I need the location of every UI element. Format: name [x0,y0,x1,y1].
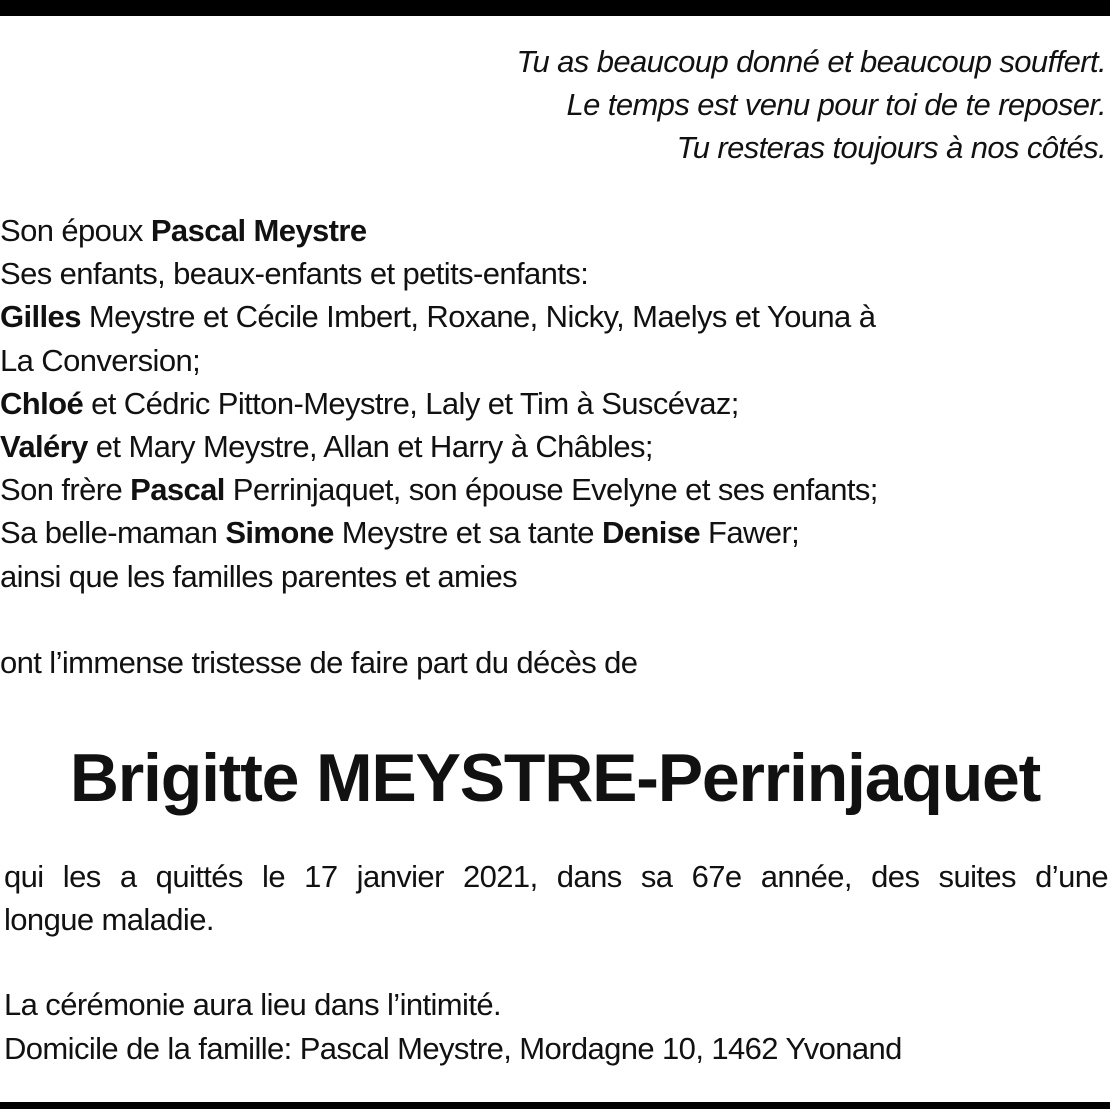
epigraph-line: Le temps est venu pour toi de te reposer. [566,87,1106,122]
family-name-bold: Gilles [0,299,81,335]
family-list [0,209,1000,598]
epigraph-poem [206,40,1106,169]
epigraph-line: Tu as beaucoup donné et beaucoup souffert. [516,44,1106,79]
passing-line: longue maladie. [4,902,214,937]
family-name-bold: Pascal Meystre [150,213,367,248]
family-name-bold: Simone [225,515,334,551]
passing-line: qui les a quittés le 17 janvier 2021, dans sa 67e année, des suites d’une [4,859,1108,894]
family-name-bold: Valéry [0,428,88,464]
family-line-gilles-location: La Conversion; [0,342,201,378]
family-line-children-heading: Ses enfants, beaux-enfants et petits-enfants: [0,256,589,292]
announcement-text: ont l’immense tristesse de faire part du décès de [0,645,638,680]
family-line-chloe [0,382,1000,425]
family-text: et Mary Meystre, Allan et Harry à Châbles; [87,428,653,464]
family-text: Son époux [0,213,151,248]
family-text: Son frère [0,472,131,508]
ceremony-note: La cérémonie aura lieu dans l’intimité. [4,987,501,1022]
family-name-bold: Chloé [0,385,84,421]
family-text: Sa belle-maman [0,515,226,551]
family-text: Perrinjaquet, son épouse Evelyne et ses enfants; [224,472,878,508]
family-line-spouse [0,209,1000,252]
family-domicile: Domicile de la famille: Pascal Meystre, Mordagne 10, 1462 Yvonand [4,1031,902,1066]
family-line-in-laws [0,511,1000,554]
family-text: Meystre et Cécile Imbert, Roxane, Nicky, Maelys et Youna à [80,299,876,335]
family-name-bold: Pascal [130,472,225,508]
closing-info [4,983,902,1071]
family-text: Fawer; [700,515,800,551]
family-text: Meystre et sa tante [333,515,602,551]
top-border-rule [0,0,1110,16]
bottom-border-rule [0,1102,1110,1109]
family-name-bold: Denise [601,515,701,551]
epigraph-line: Tu resteras toujours à nos côtés. [676,130,1106,165]
family-text: et Cédric Pitton-Meystre, Laly et Tim à Suscévaz; [83,385,739,421]
deceased-name-heading: Brigitte MEYSTRE-Perrinjaquet [69,740,1041,816]
family-line-valery [0,425,1000,468]
passing-paragraph [4,855,1108,941]
family-line-brother [0,468,1000,511]
family-line-gilles [0,295,1000,338]
family-line-relatives: ainsi que les familles parentes et amies [0,558,518,594]
